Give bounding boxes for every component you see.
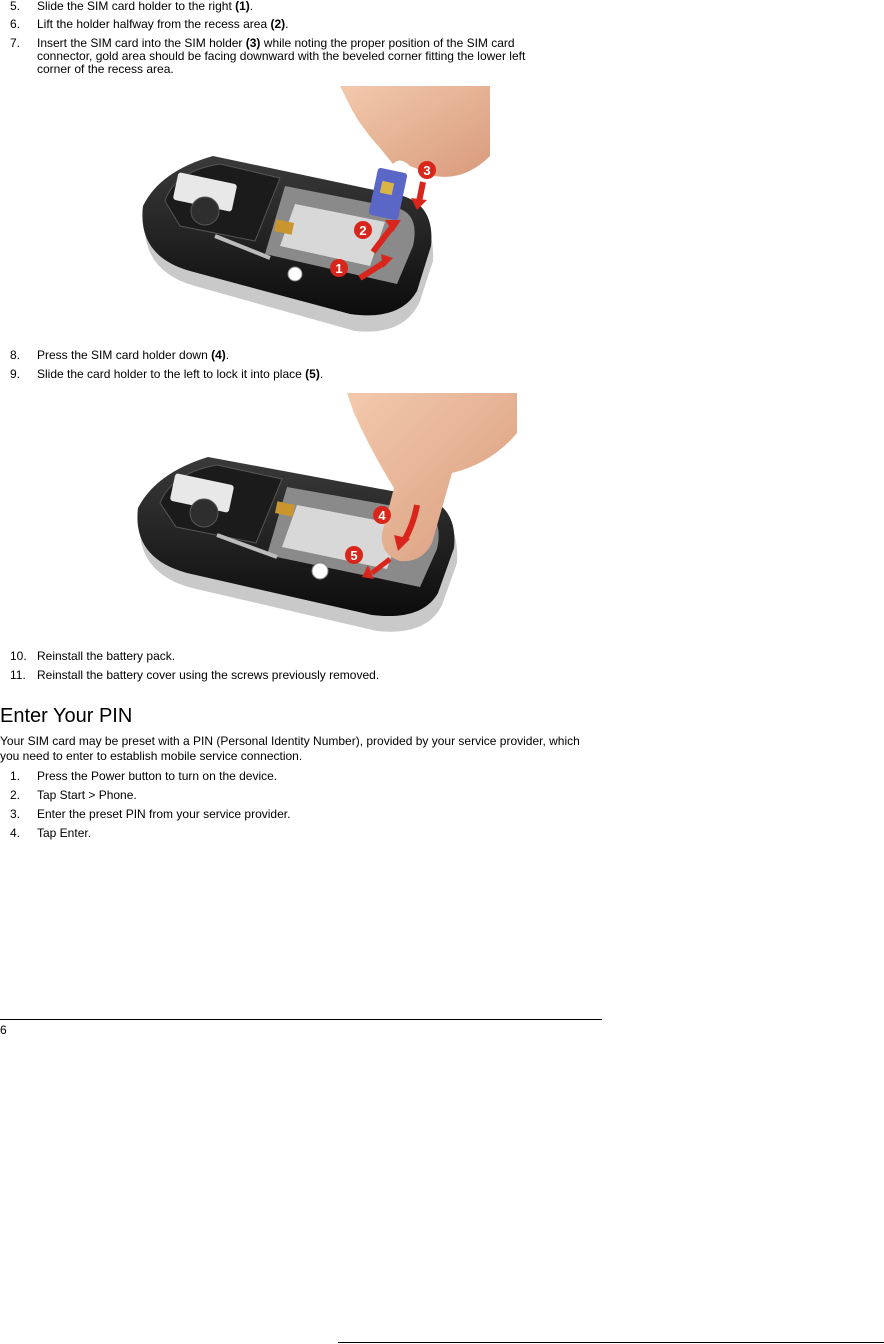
step-text: Reinstall the battery cover using the screws previously removed. (37, 668, 380, 682)
marker-3-label: 3 (423, 163, 431, 178)
camera-lens (288, 267, 302, 281)
marker-1-label: 1 (335, 261, 343, 276)
step-text: Insert the SIM card into the SIM holder (37, 36, 246, 50)
arrow-step-3 (419, 182, 423, 202)
step-ref: (5) (305, 367, 320, 381)
step-text: Press the SIM card holder down (37, 348, 212, 362)
speaker-grille (191, 197, 219, 225)
bottom-rule (338, 1342, 884, 1343)
step-text: Slide the card holder to the left to lock it into place (37, 367, 306, 381)
speaker-grille (190, 499, 218, 527)
step-text: Reinstall the battery pack. (37, 649, 176, 663)
step-ref: (4) (211, 348, 226, 362)
step-number: 2. (10, 788, 21, 802)
step-number: 3. (10, 807, 21, 821)
step-text: Lift the holder halfway from the recess area (37, 17, 271, 31)
marker-2-label: 2 (359, 223, 367, 238)
step-punct: while noting the proper position of the SIM card connector, gold area should be facing downward with the beveled corner fitting the lower left corner of the recess area. (37, 36, 526, 76)
step-text: Tap Enter. (37, 826, 92, 840)
step-number: 10. (10, 649, 27, 663)
step-punct: . (285, 17, 289, 31)
page-number: 6 (0, 1023, 7, 1037)
step-number: 4. (10, 826, 21, 840)
step-ref: (1) (235, 0, 250, 13)
step-number: 9. (10, 367, 21, 381)
sim-chip (380, 181, 394, 195)
sim-lock-figure (132, 393, 517, 636)
step-text: Tap Start > Phone. (37, 788, 137, 802)
camera-lens (312, 563, 328, 579)
step-text: Press the Power button to turn on the device. (37, 769, 278, 783)
sim-insert-illustration (135, 86, 490, 341)
section-intro: Your SIM card may be preset with a PIN (Personal Identity Number), provided by your service provider, which you need to enter to establish mobile service connection. (0, 734, 580, 763)
marker-4-label: 4 (378, 508, 386, 523)
step-punct: . (319, 367, 324, 381)
step-number: 11. (10, 668, 26, 682)
step-number: 6. (10, 17, 21, 31)
section-heading: Enter Your PIN (0, 705, 133, 727)
step-number: 5. (10, 0, 21, 13)
sim-insert-figure (135, 86, 490, 341)
step-ref: (2) (270, 17, 286, 31)
step-punct: . (249, 0, 254, 13)
step-number: 7. (10, 36, 21, 50)
footer-rule (0, 1019, 602, 1020)
sim-lock-illustration (132, 393, 517, 636)
step-number: 8. (10, 348, 21, 362)
step-number: 1. (10, 769, 21, 783)
step-text: Enter the preset PIN from your service provider. (37, 807, 291, 821)
step-punct: . (225, 348, 230, 362)
step-text: Slide the SIM card holder to the right (37, 0, 236, 13)
marker-5-label: 5 (350, 548, 358, 563)
step-ref: (3) (245, 36, 261, 50)
hand (340, 86, 490, 177)
